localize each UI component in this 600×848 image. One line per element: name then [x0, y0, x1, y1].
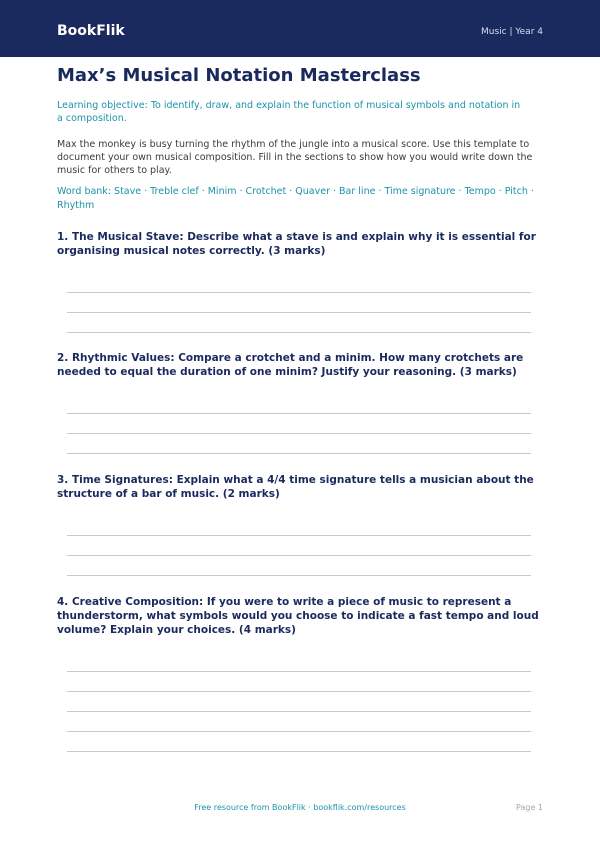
answer-line[interactable]: [67, 711, 531, 712]
footer-credit-link[interactable]: Free resource from BookFlik · bookflik.com/resources: [194, 803, 406, 812]
learning-objective: Learning objective: To identify, draw, and explain the function of musical symbols and notation in a composition.: [57, 100, 521, 124]
question-2: 2. Rhythmic Values: Compare a crotchet and a minim. How many crotchets are needed to equal the duration of one minim? Justify your reasoning. (3 marks): [57, 352, 524, 378]
brand-logo[interactable]: BookFlik: [57, 23, 125, 39]
answer-line[interactable]: [67, 575, 531, 576]
subject-label: Music | Year 4: [480, 27, 543, 37]
question-3: 3. Time Signatures: Explain what a 4/4 time signature tells a musician about the structure of a bar of music. (2 marks): [57, 474, 534, 500]
answer-line[interactable]: [67, 751, 531, 752]
question-4: 4. Creative Composition: If you were to write a piece of music to represent a thunderstorm, what symbols would you choose to indicate a fast tempo and loud volume? Explain your choices. (4 marks): [57, 596, 539, 636]
answer-line[interactable]: [67, 671, 531, 672]
word-bank: Word bank: Stave · Treble clef · Minim · Crotchet · Quaver · Bar line · Time signature · Tempo · Pitch · Rhythm: [57, 186, 534, 211]
answer-line[interactable]: [67, 691, 531, 692]
question-1: 1. The Musical Stave: Describe what a stave is and explain why it is essential for organising musical notes correctly. (3 marks): [57, 231, 536, 257]
answer-line[interactable]: [67, 555, 531, 556]
answer-line[interactable]: [67, 332, 531, 333]
header-bar: [0, 0, 600, 57]
answer-line[interactable]: [67, 731, 531, 732]
answer-line[interactable]: [67, 535, 531, 536]
worksheet-title: Max’s Musical Notation Masterclass: [57, 65, 421, 86]
answer-line[interactable]: [67, 433, 531, 434]
answer-line[interactable]: [67, 453, 531, 454]
page-number: Page 1: [516, 803, 543, 812]
intro-paragraph: Max the monkey is busy turning the rhythm of the jungle into a musical score. Use this template to document your own musical composition. Fill in the sections to show how you would write down the music for others to play.: [57, 139, 533, 176]
answer-line[interactable]: [67, 292, 531, 293]
answer-line[interactable]: [67, 413, 531, 414]
answer-line[interactable]: [67, 312, 531, 313]
